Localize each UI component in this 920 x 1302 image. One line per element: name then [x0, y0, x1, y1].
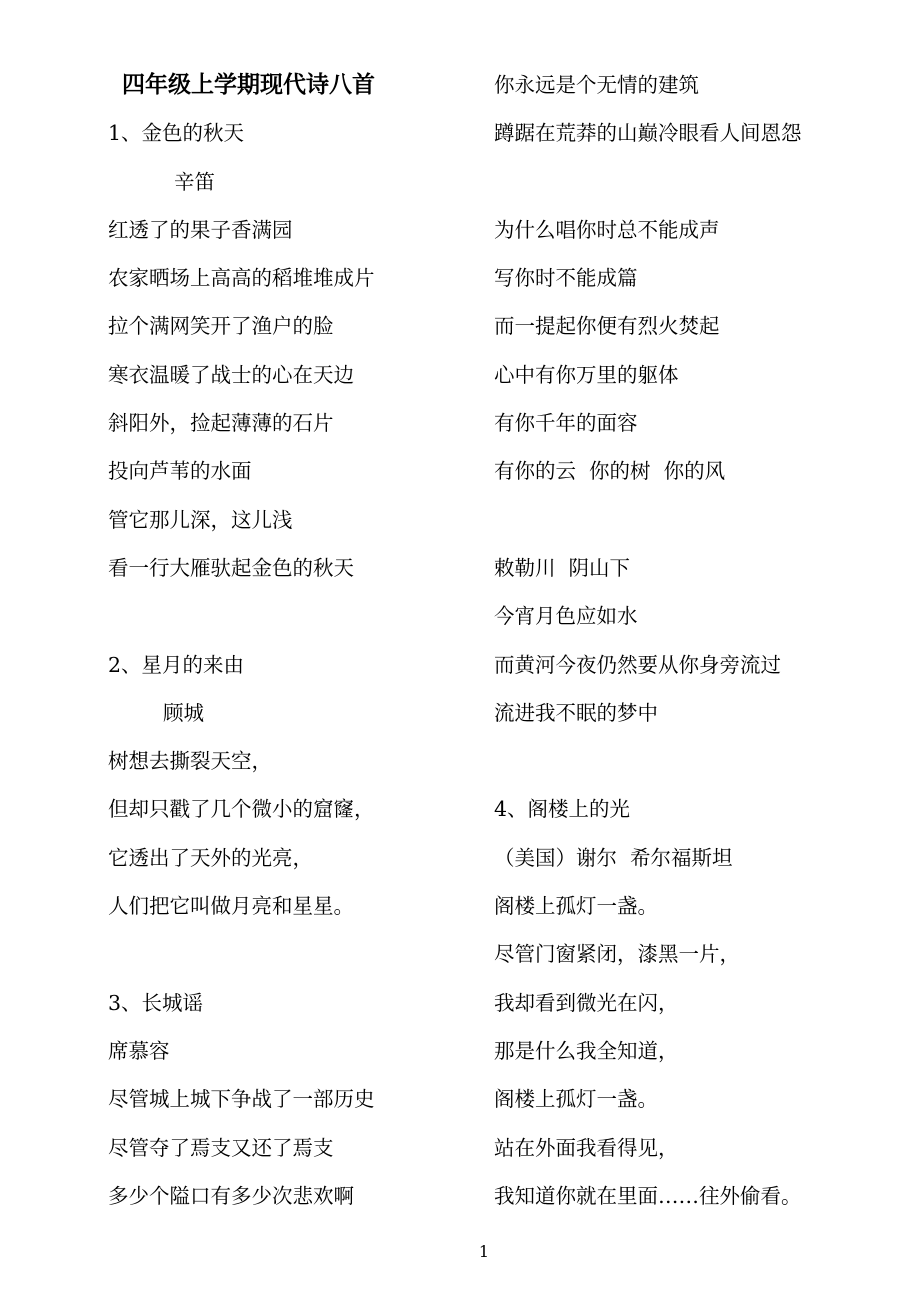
poem2-line: 树想去撕裂天空，: [108, 749, 272, 774]
poem1-line: 管它那儿深，这儿浅: [108, 507, 293, 532]
poem1-line: 农家晒场上高高的稻堆堆成片: [108, 266, 375, 291]
poem3-line: 尽管城上城下争战了一部历史: [108, 1087, 375, 1112]
right-column: [494, 66, 894, 1225]
poem4-line: 站在外面我看得见，: [494, 1135, 679, 1160]
poem3-line: 有你的云 你的树 你的风: [494, 459, 726, 484]
poem1-heading: 1、金色的秋天: [108, 121, 245, 146]
poem4-line: 阁楼上孤灯一盏。: [494, 1087, 658, 1112]
stanza-gap: [494, 163, 894, 211]
poem3-line: 蹲踞在荒莽的山巅冷眼看人间恩怨: [494, 121, 802, 146]
poem2-heading: 2、星月的来由: [108, 652, 245, 677]
poem3-line: 有你千年的面容: [494, 411, 638, 436]
document-title: 四年级上学期现代诗八首: [122, 71, 375, 98]
poem4-heading: 4、阁楼上的光: [494, 797, 631, 822]
stanza-gap: [494, 742, 894, 790]
poem3-line: 今宵月色应如水: [494, 604, 638, 629]
poem3-line: 心中有你万里的躯体: [494, 362, 679, 387]
poem2-line: 人们把它叫做月亮和星星。: [108, 894, 354, 919]
poem3-heading: 3、长城谣: [108, 990, 204, 1015]
poem1-line: 红透了的果子香满园: [108, 217, 293, 242]
stanza-gap: [494, 501, 894, 549]
poem2-line: 它透出了天外的光亮，: [108, 845, 313, 870]
poem3-line: 你永远是个无情的建筑: [494, 73, 699, 97]
poem1-line: 斜阳外，捡起薄薄的石片: [108, 411, 334, 436]
left-column: [108, 66, 468, 1225]
poem4-line: 那是什么我全知道，: [494, 1038, 679, 1063]
poem3-line: 为什么唱你时总不能成声: [494, 217, 720, 242]
stanza-gap: [108, 597, 468, 645]
poem4-line: 尽管门窗紧闭，漆黑一片，: [494, 942, 740, 967]
poem1-author: 辛笛: [174, 169, 215, 194]
page-number: 1: [478, 1242, 490, 1261]
poem3-line: 写你时不能成篇: [494, 266, 638, 291]
stanza-gap: [108, 935, 468, 983]
poem4-line: 我却看到微光在闪，: [494, 990, 679, 1015]
poem1-line: 看一行大雁驮起金色的秋天: [108, 555, 354, 580]
poem3-line: 而一提起你便有烈火焚起: [494, 314, 720, 339]
poem3-line: 敕勒川 阴山下: [494, 555, 631, 580]
poem3-line: 多少个隘口有多少次悲欢啊: [108, 1183, 354, 1208]
poem3-line: 尽管夺了焉支又还了焉支: [108, 1135, 334, 1160]
poem1-line: 投向芦苇的水面: [108, 459, 252, 484]
poem4-author: （美国）谢尔 希尔福斯坦: [494, 845, 733, 870]
poem4-line: 阁楼上孤灯一盏。: [494, 894, 658, 919]
poem2-author: 顾城: [163, 700, 204, 725]
poem2-line: 但却只戳了几个微小的窟窿，: [108, 797, 375, 822]
poem3-line: 流进我不眠的梦中: [494, 700, 658, 725]
poem4-line: 我知道你就在里面……往外偷看。: [494, 1183, 802, 1208]
poem1-line: 拉个满网笑开了渔户的脸: [108, 314, 334, 339]
poem1-line: 寒衣温暖了战士的心在天边: [108, 362, 354, 387]
poem3-line: 而黄河今夜仍然要从你身旁流过: [494, 652, 781, 677]
poem3-author: 席慕容: [108, 1038, 170, 1063]
